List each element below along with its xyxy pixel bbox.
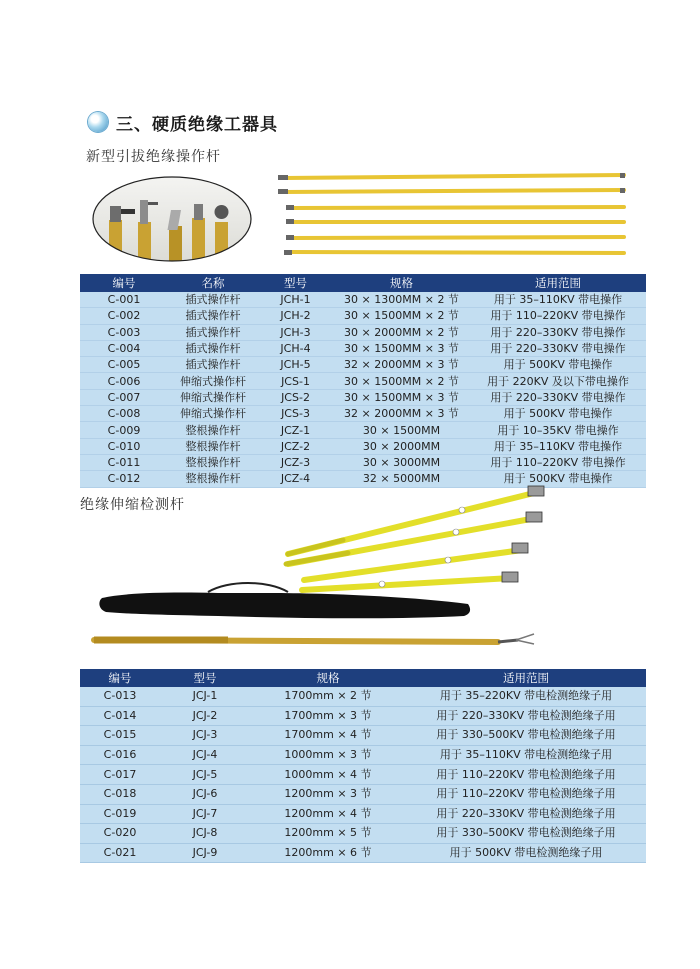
cell-scope: 用于 500KV 带电检测绝缘子用	[406, 843, 646, 863]
bullet-ball-icon	[88, 112, 108, 132]
table-row	[80, 406, 646, 422]
table-row	[80, 308, 646, 324]
cell-code: C-008	[80, 406, 168, 422]
cell-scope: 用于 220–330KV 带电检测绝缘子用	[406, 706, 646, 726]
cell-code: C-006	[80, 373, 168, 389]
table-row	[80, 745, 646, 765]
col-header-code: 编号	[80, 669, 160, 687]
cell-spec: 1700mm × 4 节	[250, 726, 406, 746]
table-row	[80, 438, 646, 454]
cell-name: 伸缩式操作杆	[168, 373, 258, 389]
cell-spec: 1200mm × 6 节	[250, 843, 406, 863]
col-header-name: 名称	[168, 274, 258, 292]
cell-code: C-010	[80, 438, 168, 454]
cell-code: C-007	[80, 389, 168, 405]
cell-name: 插式操作杆	[168, 308, 258, 324]
cell-name: 整根操作杆	[168, 471, 258, 487]
cell-spec: 1200mm × 5 节	[250, 824, 406, 844]
cell-code: C-015	[80, 726, 160, 746]
cell-spec: 1000mm × 4 节	[250, 765, 406, 785]
cell-model: JCH-3	[258, 324, 333, 340]
table-row	[80, 843, 646, 863]
cell-spec: 30 × 1500MM × 3 节	[333, 340, 470, 356]
cell-scope: 用于 330–500KV 带电检测绝缘子用	[406, 824, 646, 844]
col-header-scope: 适用范围	[470, 274, 646, 292]
cell-scope: 用于 220KV 及以下带电操作	[470, 373, 646, 389]
table-row	[80, 687, 646, 706]
section1-title: 新型引拔绝缘操作杆	[86, 149, 221, 165]
cell-spec: 30 × 1500MM	[333, 422, 470, 438]
table-row	[80, 726, 646, 746]
table-row	[80, 784, 646, 804]
col-header-model: 型号	[258, 274, 333, 292]
cell-scope: 用于 35–110KV 带电检测绝缘子用	[406, 745, 646, 765]
cell-name: 伸缩式操作杆	[168, 406, 258, 422]
cell-scope: 用于 500KV 带电操作	[470, 406, 646, 422]
detection-pole-spec-table	[80, 669, 646, 863]
section-heading	[88, 108, 278, 136]
cell-code: C-019	[80, 804, 160, 824]
cell-name: 整根操作杆	[168, 438, 258, 454]
cell-scope: 用于 500KV 带电操作	[470, 357, 646, 373]
cell-spec: 1200mm × 3 节	[250, 784, 406, 804]
cell-scope: 用于 220–330KV 带电操作	[470, 340, 646, 356]
cell-name: 插式操作杆	[168, 340, 258, 356]
cell-scope: 用于 330–500KV 带电检测绝缘子用	[406, 726, 646, 746]
cell-spec: 1200mm × 4 节	[250, 804, 406, 824]
cell-scope: 用于 110–220KV 带电检测绝缘子用	[406, 784, 646, 804]
cell-model: JCJ-4	[160, 745, 250, 765]
cell-spec: 1000mm × 3 节	[250, 745, 406, 765]
cell-scope: 用于 220–330KV 带电操作	[470, 324, 646, 340]
table-row	[80, 422, 646, 438]
cell-code: C-018	[80, 784, 160, 804]
cell-model: JCZ-4	[258, 471, 333, 487]
table-row	[80, 389, 646, 405]
table-row	[80, 765, 646, 785]
cell-model: JCZ-3	[258, 454, 333, 470]
cell-scope: 用于 110–220KV 带电操作	[470, 308, 646, 324]
table-row	[80, 824, 646, 844]
operating-pole-spec-table	[80, 274, 646, 488]
cell-scope: 用于 35–220KV 带电检测绝缘子用	[406, 687, 646, 706]
table-row	[80, 340, 646, 356]
telescopic-detection-poles-photo	[88, 480, 572, 656]
cell-model: JCH-4	[258, 340, 333, 356]
table-row	[80, 804, 646, 824]
cell-code: C-013	[80, 687, 160, 706]
cell-name: 插式操作杆	[168, 292, 258, 308]
col-header-spec: 规格	[333, 274, 470, 292]
cell-model: JCZ-2	[258, 438, 333, 454]
table-row	[80, 706, 646, 726]
cell-scope: 用于 220–330KV 带电检测绝缘子用	[406, 804, 646, 824]
cell-name: 插式操作杆	[168, 357, 258, 373]
cell-scope: 用于 110–220KV 带电操作	[470, 454, 646, 470]
cell-code: C-001	[80, 292, 168, 308]
table-row	[80, 357, 646, 373]
cell-code: C-020	[80, 824, 160, 844]
cell-model: JCS-2	[258, 389, 333, 405]
col-header-scope: 适用范围	[406, 669, 646, 687]
cell-code: C-012	[80, 471, 168, 487]
pole-heads-closeup-photo	[92, 176, 252, 262]
section2-title: 绝缘伸缩检测杆	[80, 497, 185, 513]
cell-code: C-021	[80, 843, 160, 863]
operating-poles-photo	[276, 166, 632, 258]
cell-model: JCJ-2	[160, 706, 250, 726]
table-header-row	[80, 669, 646, 687]
cell-code: C-017	[80, 765, 160, 785]
cell-model: JCH-2	[258, 308, 333, 324]
cell-code: C-004	[80, 340, 168, 356]
cell-spec: 30 × 3000MM	[333, 454, 470, 470]
table-header-row	[80, 274, 646, 292]
cell-scope: 用于 10–35KV 带电操作	[470, 422, 646, 438]
cell-model: JCJ-6	[160, 784, 250, 804]
table-row	[80, 324, 646, 340]
cell-scope: 用于 500KV 带电操作	[470, 471, 646, 487]
cell-code: C-005	[80, 357, 168, 373]
cell-model: JCH-5	[258, 357, 333, 373]
cell-spec: 32 × 2000MM × 3 节	[333, 357, 470, 373]
cell-model: JCS-3	[258, 406, 333, 422]
cell-model: JCJ-7	[160, 804, 250, 824]
cell-spec: 30 × 2000MM × 2 节	[333, 324, 470, 340]
cell-spec: 1700mm × 2 节	[250, 687, 406, 706]
cell-code: C-016	[80, 745, 160, 765]
cell-name: 伸缩式操作杆	[168, 389, 258, 405]
table-row	[80, 292, 646, 308]
cell-model: JCJ-5	[160, 765, 250, 785]
cell-name: 整根操作杆	[168, 422, 258, 438]
cell-code: C-009	[80, 422, 168, 438]
cell-model: JCJ-3	[160, 726, 250, 746]
cell-spec: 30 × 1300MM × 2 节	[333, 292, 470, 308]
cell-spec: 30 × 1500MM × 2 节	[333, 373, 470, 389]
heading-text: 三、硬质绝缘工器具	[116, 114, 278, 135]
cell-code: C-002	[80, 308, 168, 324]
cell-scope: 用于 35–110KV 带电操作	[470, 438, 646, 454]
cell-model: JCJ-9	[160, 843, 250, 863]
col-header-code: 编号	[80, 274, 168, 292]
table-row	[80, 373, 646, 389]
cell-spec: 32 × 5000MM	[333, 471, 470, 487]
cell-code: C-003	[80, 324, 168, 340]
cell-model: JCJ-1	[160, 687, 250, 706]
table-row	[80, 454, 646, 470]
cell-model: JCS-1	[258, 373, 333, 389]
cell-model: JCJ-8	[160, 824, 250, 844]
cell-name: 插式操作杆	[168, 324, 258, 340]
cell-scope: 用于 110–220KV 带电检测绝缘子用	[406, 765, 646, 785]
cell-scope: 用于 220–330KV 带电操作	[470, 389, 646, 405]
cell-model: JCZ-1	[258, 422, 333, 438]
cell-spec: 1700mm × 3 节	[250, 706, 406, 726]
col-header-spec: 规格	[250, 669, 406, 687]
cell-code: C-014	[80, 706, 160, 726]
cell-spec: 32 × 2000MM × 3 节	[333, 406, 470, 422]
cell-spec: 30 × 1500MM × 2 节	[333, 308, 470, 324]
cell-model: JCH-1	[258, 292, 333, 308]
cell-spec: 30 × 2000MM	[333, 438, 470, 454]
cell-spec: 30 × 1500MM × 3 节	[333, 389, 470, 405]
cell-scope: 用于 35–110KV 带电操作	[470, 292, 646, 308]
col-header-model: 型号	[160, 669, 250, 687]
cell-code: C-011	[80, 454, 168, 470]
cell-name: 整根操作杆	[168, 454, 258, 470]
